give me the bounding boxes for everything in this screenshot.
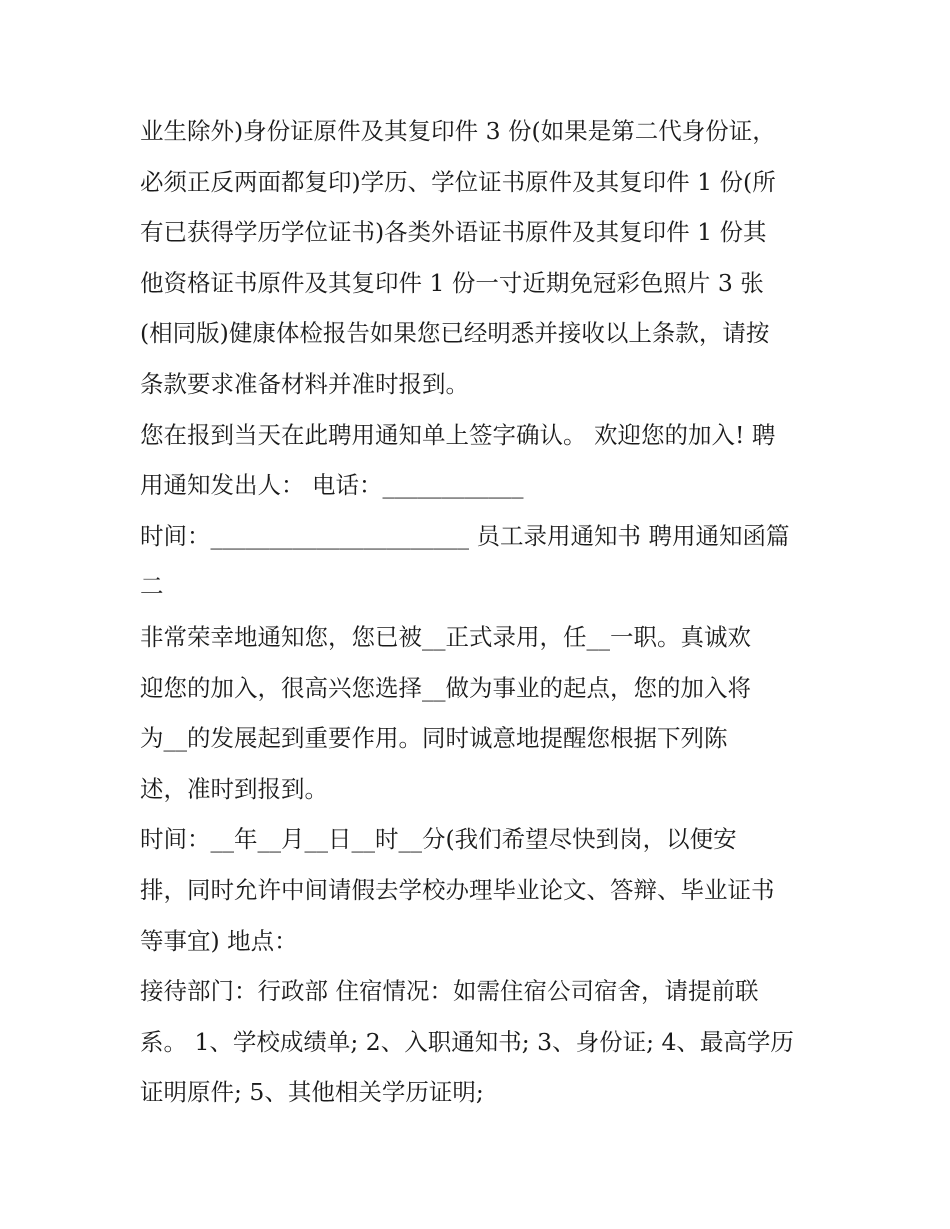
text-line-3: 有已获得学历学位证书)各类外语证书原件及其复印件 1 份其 — [140, 218, 767, 247]
text-line-7: 您在报到当天在此聘用通知单上签字确认。 欢迎您的加入! 聘 — [140, 420, 776, 449]
text-line-6: 条款要求准备材料并准时报到。 — [140, 369, 469, 398]
document-body — [140, 106, 820, 1118]
text-line-12: 迎您的加入，很高兴您选择__做为事业的起点，您的加入将 — [140, 673, 751, 702]
text-line-5: (相同版)健康体检报告如果您已经明悉并接收以上条款，请按 — [140, 319, 770, 348]
text-line-1: 业生除外)身份证原件及其复印件 3 份(如果是第二代身份证， — [140, 117, 776, 145]
text-line-9: 时间：______________________ 员工录用通知书 聘用通知函篇 — [140, 521, 790, 550]
text-line-20: 证明原件; 5、其他相关学历证明; — [140, 1078, 484, 1107]
text-line-17: 等事宜) 地点： — [140, 926, 298, 955]
text-line-8: 用通知发出人： 电话：____________ — [140, 471, 524, 500]
text-line-13: 为__的发展起到重要作用。同时诚意地提醒您根据下列陈 — [140, 724, 728, 753]
text-line-10: 二 — [140, 572, 164, 601]
text-line-4: 他资格证书原件及其复印件 1 份一寸近期免冠彩色照片 3 张 — [140, 268, 764, 297]
text-line-11: 非常荣幸地通知您，您已被__正式录用，任__一职。真诚欢 — [140, 622, 751, 651]
text-line-16: 排，同时允许中间请假去学校办理毕业论文、答辩、毕业证书 — [140, 875, 775, 904]
text-line-18: 接待部门：行政部 住宿情况：如需住宿公司宿舍，请提前联 — [140, 977, 759, 1006]
text-line-2: 必须正反两面都复印)学历、学位证书原件及其复印件 1 份(所 — [140, 167, 776, 196]
text-line-19: 系。 1、学校成绩单; 2、入职通知书; 3、身份证; 4、最高学历 — [140, 1027, 794, 1056]
text-line-15: 时间：__年__月__日__时__分(我们希望尽快到岗，以便安 — [140, 825, 737, 854]
text-line-14: 述，准时到报到。 — [140, 774, 328, 803]
